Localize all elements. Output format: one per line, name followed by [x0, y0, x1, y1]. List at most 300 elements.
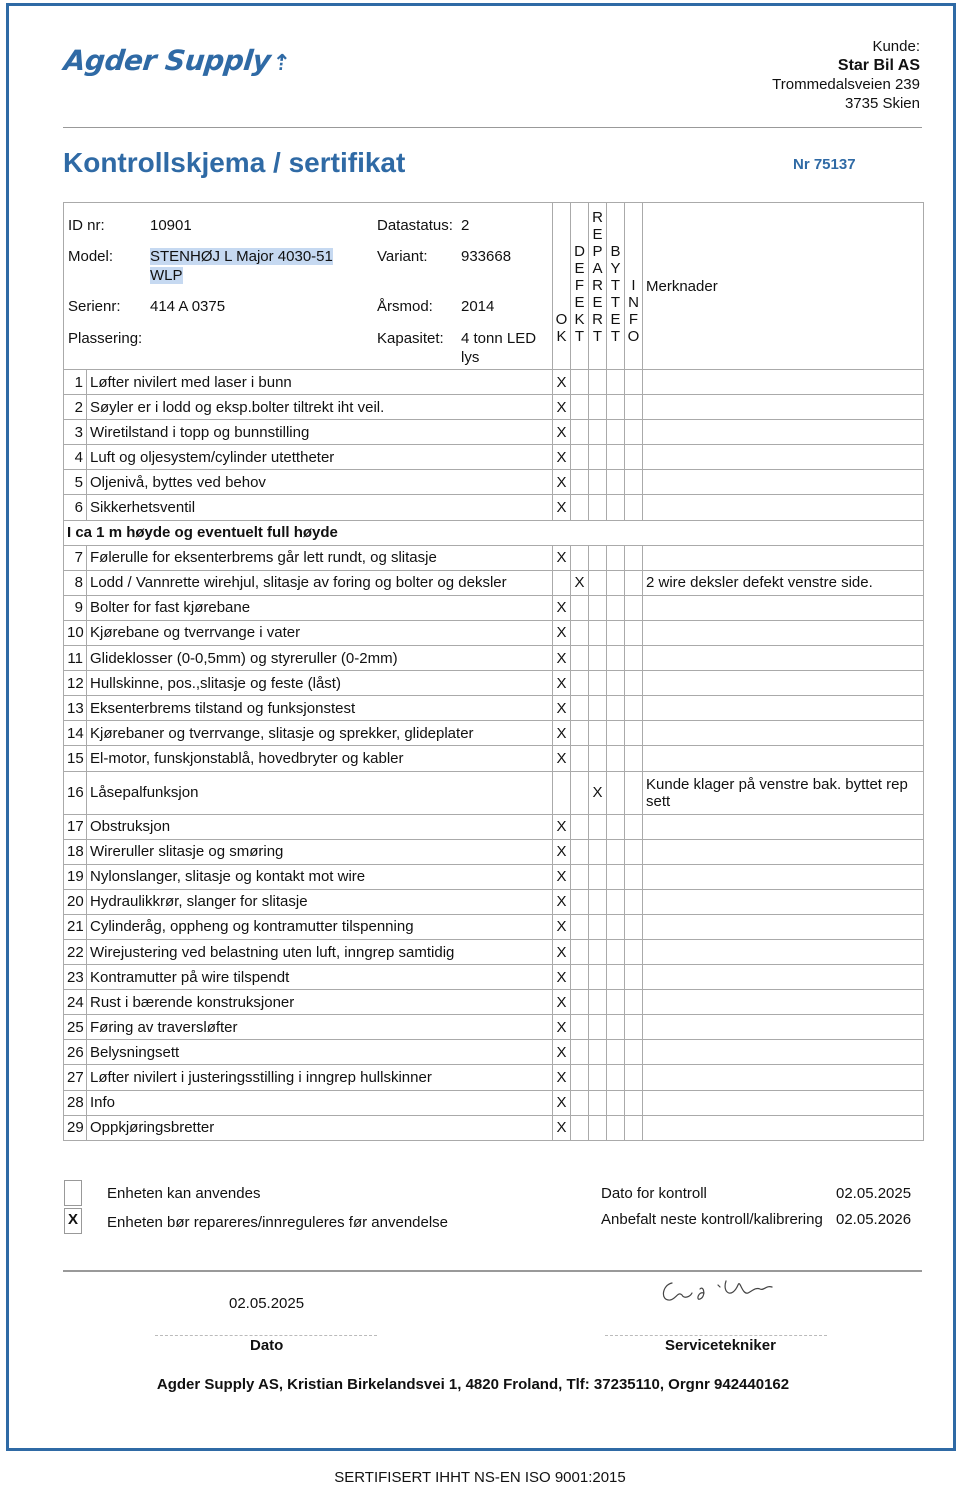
serial-label: Serienr: — [68, 298, 121, 315]
byttet-cell — [607, 939, 625, 964]
byttet-cell — [607, 1090, 625, 1115]
note-cell — [643, 1015, 924, 1040]
serial-value: 414 A 0375 — [150, 298, 226, 315]
reparert-cell — [589, 814, 607, 839]
reparert-cell — [589, 445, 607, 470]
capacity-value-line1: 4 tonn LED — [461, 330, 537, 347]
info-cell — [625, 1065, 643, 1090]
byttet-cell — [607, 814, 625, 839]
info-cell — [625, 370, 643, 395]
row-text: Føring av traversløfter — [87, 1015, 553, 1040]
capacity-label: Kapasitet: — [377, 330, 444, 347]
defekt-cell — [571, 1090, 589, 1115]
info-cell — [625, 570, 643, 595]
info-cell — [625, 545, 643, 570]
defekt-cell — [571, 545, 589, 570]
table-row — [64, 570, 924, 595]
reparert-cell — [589, 721, 607, 746]
note-cell — [643, 889, 924, 914]
reparert-cell — [589, 864, 607, 889]
note-cell — [643, 646, 924, 671]
byttet-cell — [607, 646, 625, 671]
column-header-text: B Y T T E T — [610, 243, 621, 345]
table-row — [64, 889, 924, 914]
reparert-cell — [589, 1065, 607, 1090]
row-number: 16 — [64, 771, 87, 814]
ok-cell: X — [553, 1115, 571, 1140]
note-cell — [643, 965, 924, 990]
info-cell — [625, 889, 643, 914]
row-text: Hullskinne, pos.,slitasje og feste (låst) — [87, 671, 553, 696]
defekt-cell: X — [571, 570, 589, 595]
info-cell — [625, 1090, 643, 1115]
page-title: Kontrollskjema / sertifikat — [63, 147, 406, 178]
table-row — [64, 545, 924, 570]
defekt-cell — [571, 864, 589, 889]
ok-cell: X — [553, 545, 571, 570]
customer-label: Kunde: — [872, 38, 920, 55]
defekt-cell — [571, 671, 589, 696]
reparert-cell — [589, 570, 607, 595]
note-cell — [643, 721, 924, 746]
byttet-cell — [607, 990, 625, 1015]
row-text: Bolter for fast kjørebane — [87, 595, 553, 620]
defekt-cell — [571, 746, 589, 771]
row-text: El-motor, funskjonstablå, hovedbryter og kabler — [87, 746, 553, 771]
row-text: Eksenterbrems tilstand og funksjonstest — [87, 696, 553, 721]
byttet-cell — [607, 1115, 625, 1140]
table-row — [64, 965, 924, 990]
defekt-cell — [571, 814, 589, 839]
row-text: Wireruller slitasje og smøring — [87, 839, 553, 864]
row-number: 18 — [64, 839, 87, 864]
col-byttet — [607, 203, 625, 370]
defekt-cell — [571, 721, 589, 746]
info-cell — [625, 939, 643, 964]
next-control-label: Anbefalt neste kontroll/kalibrering — [601, 1211, 823, 1228]
ok-cell: X — [553, 420, 571, 445]
byttet-cell — [607, 595, 625, 620]
info-cell — [625, 495, 643, 520]
note-cell — [643, 939, 924, 964]
reparert-cell — [589, 939, 607, 964]
repair-label: Enheten bør repareres/innreguleres før anvendelse — [107, 1214, 449, 1231]
ok-cell: X — [553, 1015, 571, 1040]
info-cell — [625, 771, 643, 814]
logo-text: Agder Supply — [62, 44, 273, 77]
byttet-cell — [607, 965, 625, 990]
row-number: 9 — [64, 595, 87, 620]
signoff-date-label: Dato — [250, 1337, 284, 1354]
table-row — [64, 395, 924, 420]
signoff-tech-label: Servicetekniker — [665, 1337, 776, 1354]
byttet-cell — [607, 495, 625, 520]
table-row — [64, 370, 924, 395]
defekt-cell — [571, 839, 589, 864]
table-row — [64, 771, 924, 814]
ok-cell: X — [553, 696, 571, 721]
ok-cell — [553, 771, 571, 814]
row-text: Wiretilstand i topp og bunnstilling — [87, 420, 553, 445]
datastatus-label: Datastatus: — [377, 217, 453, 234]
row-number: 10 — [64, 620, 87, 645]
row-number: 28 — [64, 1090, 87, 1115]
defekt-cell — [571, 646, 589, 671]
reparert-cell — [589, 746, 607, 771]
year-label: Årsmod: — [377, 298, 433, 315]
byttet-cell — [607, 771, 625, 814]
col-defekt — [571, 203, 589, 370]
info-cell — [625, 914, 643, 939]
reparert-cell — [589, 1015, 607, 1040]
customer-block — [772, 37, 920, 113]
info-cell — [625, 746, 643, 771]
row-text: Sikkerhetsventil — [87, 495, 553, 520]
table-row — [64, 814, 924, 839]
table-row — [64, 420, 924, 445]
reparert-cell — [589, 914, 607, 939]
row-text: Låsepalfunksjon — [87, 771, 553, 814]
info-cell — [625, 1115, 643, 1140]
repair-checkbox[interactable]: X — [64, 1208, 82, 1234]
ok-cell: X — [553, 864, 571, 889]
byttet-cell — [607, 864, 625, 889]
usable-label: Enheten kan anvendes — [107, 1185, 261, 1202]
info-cell — [625, 445, 643, 470]
byttet-cell — [607, 620, 625, 645]
note-cell — [643, 696, 924, 721]
row-text: Kontramutter på wire tilspendt — [87, 965, 553, 990]
byttet-cell — [607, 746, 625, 771]
ok-cell: X — [553, 620, 571, 645]
row-number: 4 — [64, 445, 87, 470]
reparert-cell — [589, 671, 607, 696]
row-number: 2 — [64, 395, 87, 420]
col-reparert — [589, 203, 607, 370]
row-text: Info — [87, 1090, 553, 1115]
row-number: 22 — [64, 939, 87, 964]
reparert-cell — [589, 1090, 607, 1115]
row-number: 14 — [64, 721, 87, 746]
note-cell — [643, 620, 924, 645]
info-cell — [625, 620, 643, 645]
byttet-cell — [607, 839, 625, 864]
note-cell — [643, 990, 924, 1015]
table-row — [64, 990, 924, 1015]
info-cell — [625, 696, 643, 721]
ok-cell: X — [553, 495, 571, 520]
reparert-cell — [589, 370, 607, 395]
variant-label: Variant: — [377, 248, 428, 265]
byttet-cell — [607, 395, 625, 420]
reparert-cell — [589, 495, 607, 520]
header-divider — [63, 127, 922, 128]
byttet-cell — [607, 914, 625, 939]
model-value-line2: WLP — [150, 267, 183, 284]
row-number: 17 — [64, 814, 87, 839]
info-cell — [625, 864, 643, 889]
row-text: Løfter nivilert i justeringsstilling i inngrep hullskinner — [87, 1065, 553, 1090]
row-number: 29 — [64, 1115, 87, 1140]
note-cell: 2 wire deksler defekt venstre side. — [643, 570, 924, 595]
ok-cell: X — [553, 721, 571, 746]
variant-value: 933668 — [461, 248, 512, 265]
col-info — [625, 203, 643, 370]
byttet-cell — [607, 570, 625, 595]
note-cell — [643, 1115, 924, 1140]
note-cell — [643, 914, 924, 939]
upward-arrow-icon: ⇡ — [270, 51, 292, 76]
byttet-cell — [607, 470, 625, 495]
section-title: I ca 1 m høyde og eventuelt full høyde — [64, 520, 924, 545]
row-text: Søyler er i lodd og eksp.bolter tiltrekt iht veil. — [87, 395, 553, 420]
note-cell — [643, 1090, 924, 1115]
column-header-text: I N F O — [627, 277, 640, 345]
reparert-cell — [589, 1040, 607, 1065]
signoff-divider — [63, 1270, 922, 1272]
control-date-value: 02.05.2025 — [836, 1185, 912, 1202]
row-text: Belysningsett — [87, 1040, 553, 1065]
row-number: 20 — [64, 889, 87, 914]
table-row — [64, 595, 924, 620]
row-text: Løfter nivilert med laser i bunn — [87, 370, 553, 395]
reparert-cell — [589, 965, 607, 990]
row-number: 6 — [64, 495, 87, 520]
reparert-cell — [589, 595, 607, 620]
row-text: Cylinderåg, oppheng og kontramutter tilspenning — [87, 914, 553, 939]
ok-cell: X — [553, 671, 571, 696]
table-row — [64, 470, 924, 495]
table-row — [64, 1065, 924, 1090]
model-value-line1: STENHØJ L Major 4030-51 — [150, 248, 333, 265]
defekt-cell — [571, 445, 589, 470]
header-row — [64, 203, 924, 370]
row-text: Glideklosser (0-0,5mm) og styreruller (0-2mm) — [87, 646, 553, 671]
row-text: Luft og oljesystem/cylinder utettheter — [87, 445, 553, 470]
row-text: Kjørebaner og tverrvange, slitasje og sprekker, glideplater — [87, 721, 553, 746]
note-cell — [643, 370, 924, 395]
row-text: Kjørebane og tverrvange i vater — [87, 620, 553, 645]
col-merknader: Merknader — [643, 203, 924, 370]
row-number: 24 — [64, 990, 87, 1015]
ok-cell: X — [553, 889, 571, 914]
note-cell — [643, 864, 924, 889]
customer-name: Star Bil AS — [837, 57, 920, 74]
defekt-cell — [571, 1040, 589, 1065]
control-date-label: Dato for kontroll — [601, 1185, 707, 1202]
byttet-cell — [607, 420, 625, 445]
defekt-cell — [571, 620, 589, 645]
id-label: ID nr: — [68, 217, 105, 234]
note-cell — [643, 771, 924, 814]
customer-street: Trommedalsveien 239 — [772, 76, 920, 93]
table-row — [64, 1115, 924, 1140]
row-text: Følerulle for eksenterbrems går lett rundt, og slitasje — [87, 545, 553, 570]
byttet-cell — [607, 671, 625, 696]
reparert-cell — [589, 839, 607, 864]
info-cell — [625, 420, 643, 445]
byttet-cell — [607, 1065, 625, 1090]
note-line1: Kunde klager på venstre bak. byttet rep — [646, 775, 908, 793]
byttet-cell — [607, 1040, 625, 1065]
info-cell — [625, 1040, 643, 1065]
inspection-table — [63, 202, 924, 1141]
ok-cell — [553, 570, 571, 595]
defekt-cell — [571, 889, 589, 914]
row-number: 5 — [64, 470, 87, 495]
note-cell — [643, 746, 924, 771]
ok-cell: X — [553, 746, 571, 771]
note-cell — [643, 420, 924, 445]
row-number: 26 — [64, 1040, 87, 1065]
note-cell — [643, 395, 924, 420]
byttet-cell — [607, 445, 625, 470]
row-number: 1 — [64, 370, 87, 395]
signoff-date-value: 02.05.2025 — [229, 1295, 305, 1312]
defekt-cell — [571, 696, 589, 721]
note-cell — [643, 495, 924, 520]
byttet-cell — [607, 696, 625, 721]
datastatus-value: 2 — [461, 217, 470, 234]
defekt-cell — [571, 495, 589, 520]
table-row — [64, 620, 924, 645]
table-row — [64, 1015, 924, 1040]
note-cell — [643, 839, 924, 864]
note-cell — [643, 671, 924, 696]
table-row — [64, 914, 924, 939]
ok-cell: X — [553, 1040, 571, 1065]
reparert-cell — [589, 889, 607, 914]
row-number: 11 — [64, 646, 87, 671]
equipment-info — [64, 203, 553, 370]
reparert-cell — [589, 395, 607, 420]
technician-signature — [660, 1275, 780, 1307]
info-cell — [625, 671, 643, 696]
row-text: Lodd / Vannrette wirehjul, slitasje av foring og bolter og deksler — [87, 570, 553, 595]
byttet-cell — [607, 370, 625, 395]
col-ok — [553, 203, 571, 370]
row-number: 7 — [64, 545, 87, 570]
reparert-cell — [589, 470, 607, 495]
defekt-cell — [571, 420, 589, 445]
table-row — [64, 864, 924, 889]
table-row — [64, 696, 924, 721]
row-number: 12 — [64, 671, 87, 696]
note-cell — [643, 814, 924, 839]
reparert-cell — [589, 990, 607, 1015]
ok-cell: X — [553, 646, 571, 671]
row-number: 8 — [64, 570, 87, 595]
section-row — [64, 520, 924, 545]
company-logo — [62, 44, 292, 77]
certification-text: SERTIFISERT IHHT NS-EN ISO 9001:2015 — [334, 1469, 626, 1486]
row-number: 21 — [64, 914, 87, 939]
location-label: Plassering: — [68, 330, 143, 347]
year-value: 2014 — [461, 298, 495, 315]
next-control-value: 02.05.2026 — [836, 1211, 912, 1228]
info-cell — [625, 965, 643, 990]
ok-cell: X — [553, 1065, 571, 1090]
ok-cell: X — [553, 990, 571, 1015]
ok-cell: X — [553, 914, 571, 939]
id-value: 10901 — [150, 217, 192, 234]
date-signature-line — [155, 1335, 377, 1336]
byttet-cell — [607, 721, 625, 746]
reparert-cell — [589, 646, 607, 671]
defekt-cell — [571, 1015, 589, 1040]
ok-cell: X — [553, 370, 571, 395]
technician-signature-line — [605, 1335, 827, 1336]
row-number: 25 — [64, 1015, 87, 1040]
column-header-text: O K — [555, 311, 568, 345]
column-header-text: R E P A R E R T — [592, 209, 603, 345]
byttet-cell — [607, 889, 625, 914]
byttet-cell — [607, 1015, 625, 1040]
reparert-cell: X — [589, 771, 607, 814]
note-cell — [643, 545, 924, 570]
document-number: Nr 75137 — [793, 156, 856, 173]
table-row — [64, 495, 924, 520]
row-number: 27 — [64, 1065, 87, 1090]
ok-cell: X — [553, 965, 571, 990]
info-cell — [625, 470, 643, 495]
company-footer: Agder Supply AS, Kristian Birkelandsvei 1, 4820 Froland, Tlf: 37235110, Orgnr 942440162 — [156, 1376, 790, 1393]
row-text: Nylonslanger, slitasje og kontakt mot wire — [87, 864, 553, 889]
row-text: Wirejustering ved belastning uten luft, inngrep samtidig — [87, 939, 553, 964]
info-cell — [625, 990, 643, 1015]
ok-cell: X — [553, 814, 571, 839]
note-cell — [643, 1040, 924, 1065]
reparert-cell — [589, 696, 607, 721]
reparert-cell — [589, 420, 607, 445]
ok-cell: X — [553, 595, 571, 620]
byttet-cell — [607, 545, 625, 570]
row-number: 13 — [64, 696, 87, 721]
row-number: 23 — [64, 965, 87, 990]
table-row — [64, 939, 924, 964]
model-label: Model: — [68, 248, 114, 265]
note-cell — [643, 1065, 924, 1090]
customer-city: 3735 Skien — [844, 95, 920, 112]
table-row — [64, 746, 924, 771]
defekt-cell — [571, 939, 589, 964]
row-text: Oljenivå, byttes ved behov — [87, 470, 553, 495]
ok-cell: X — [553, 1090, 571, 1115]
table-row — [64, 671, 924, 696]
capacity-value-line2: lys — [461, 349, 480, 366]
ok-cell: X — [553, 839, 571, 864]
table-row — [64, 1090, 924, 1115]
defekt-cell — [571, 1065, 589, 1090]
note-cell — [643, 595, 924, 620]
usable-checkbox[interactable] — [64, 1180, 82, 1206]
reparert-cell — [589, 620, 607, 645]
row-text: Rust i bærende konstruksjoner — [87, 990, 553, 1015]
info-cell — [625, 595, 643, 620]
ok-cell: X — [553, 395, 571, 420]
row-number: 19 — [64, 864, 87, 889]
ok-cell: X — [553, 445, 571, 470]
row-text: Hydraulikkrør, slanger for slitasje — [87, 889, 553, 914]
info-cell — [625, 1015, 643, 1040]
table-row — [64, 445, 924, 470]
table-row — [64, 1040, 924, 1065]
defekt-cell — [571, 1115, 589, 1140]
note-cell — [643, 470, 924, 495]
column-header-text: D E F E K T — [574, 243, 585, 345]
table-row — [64, 721, 924, 746]
table-row — [64, 646, 924, 671]
